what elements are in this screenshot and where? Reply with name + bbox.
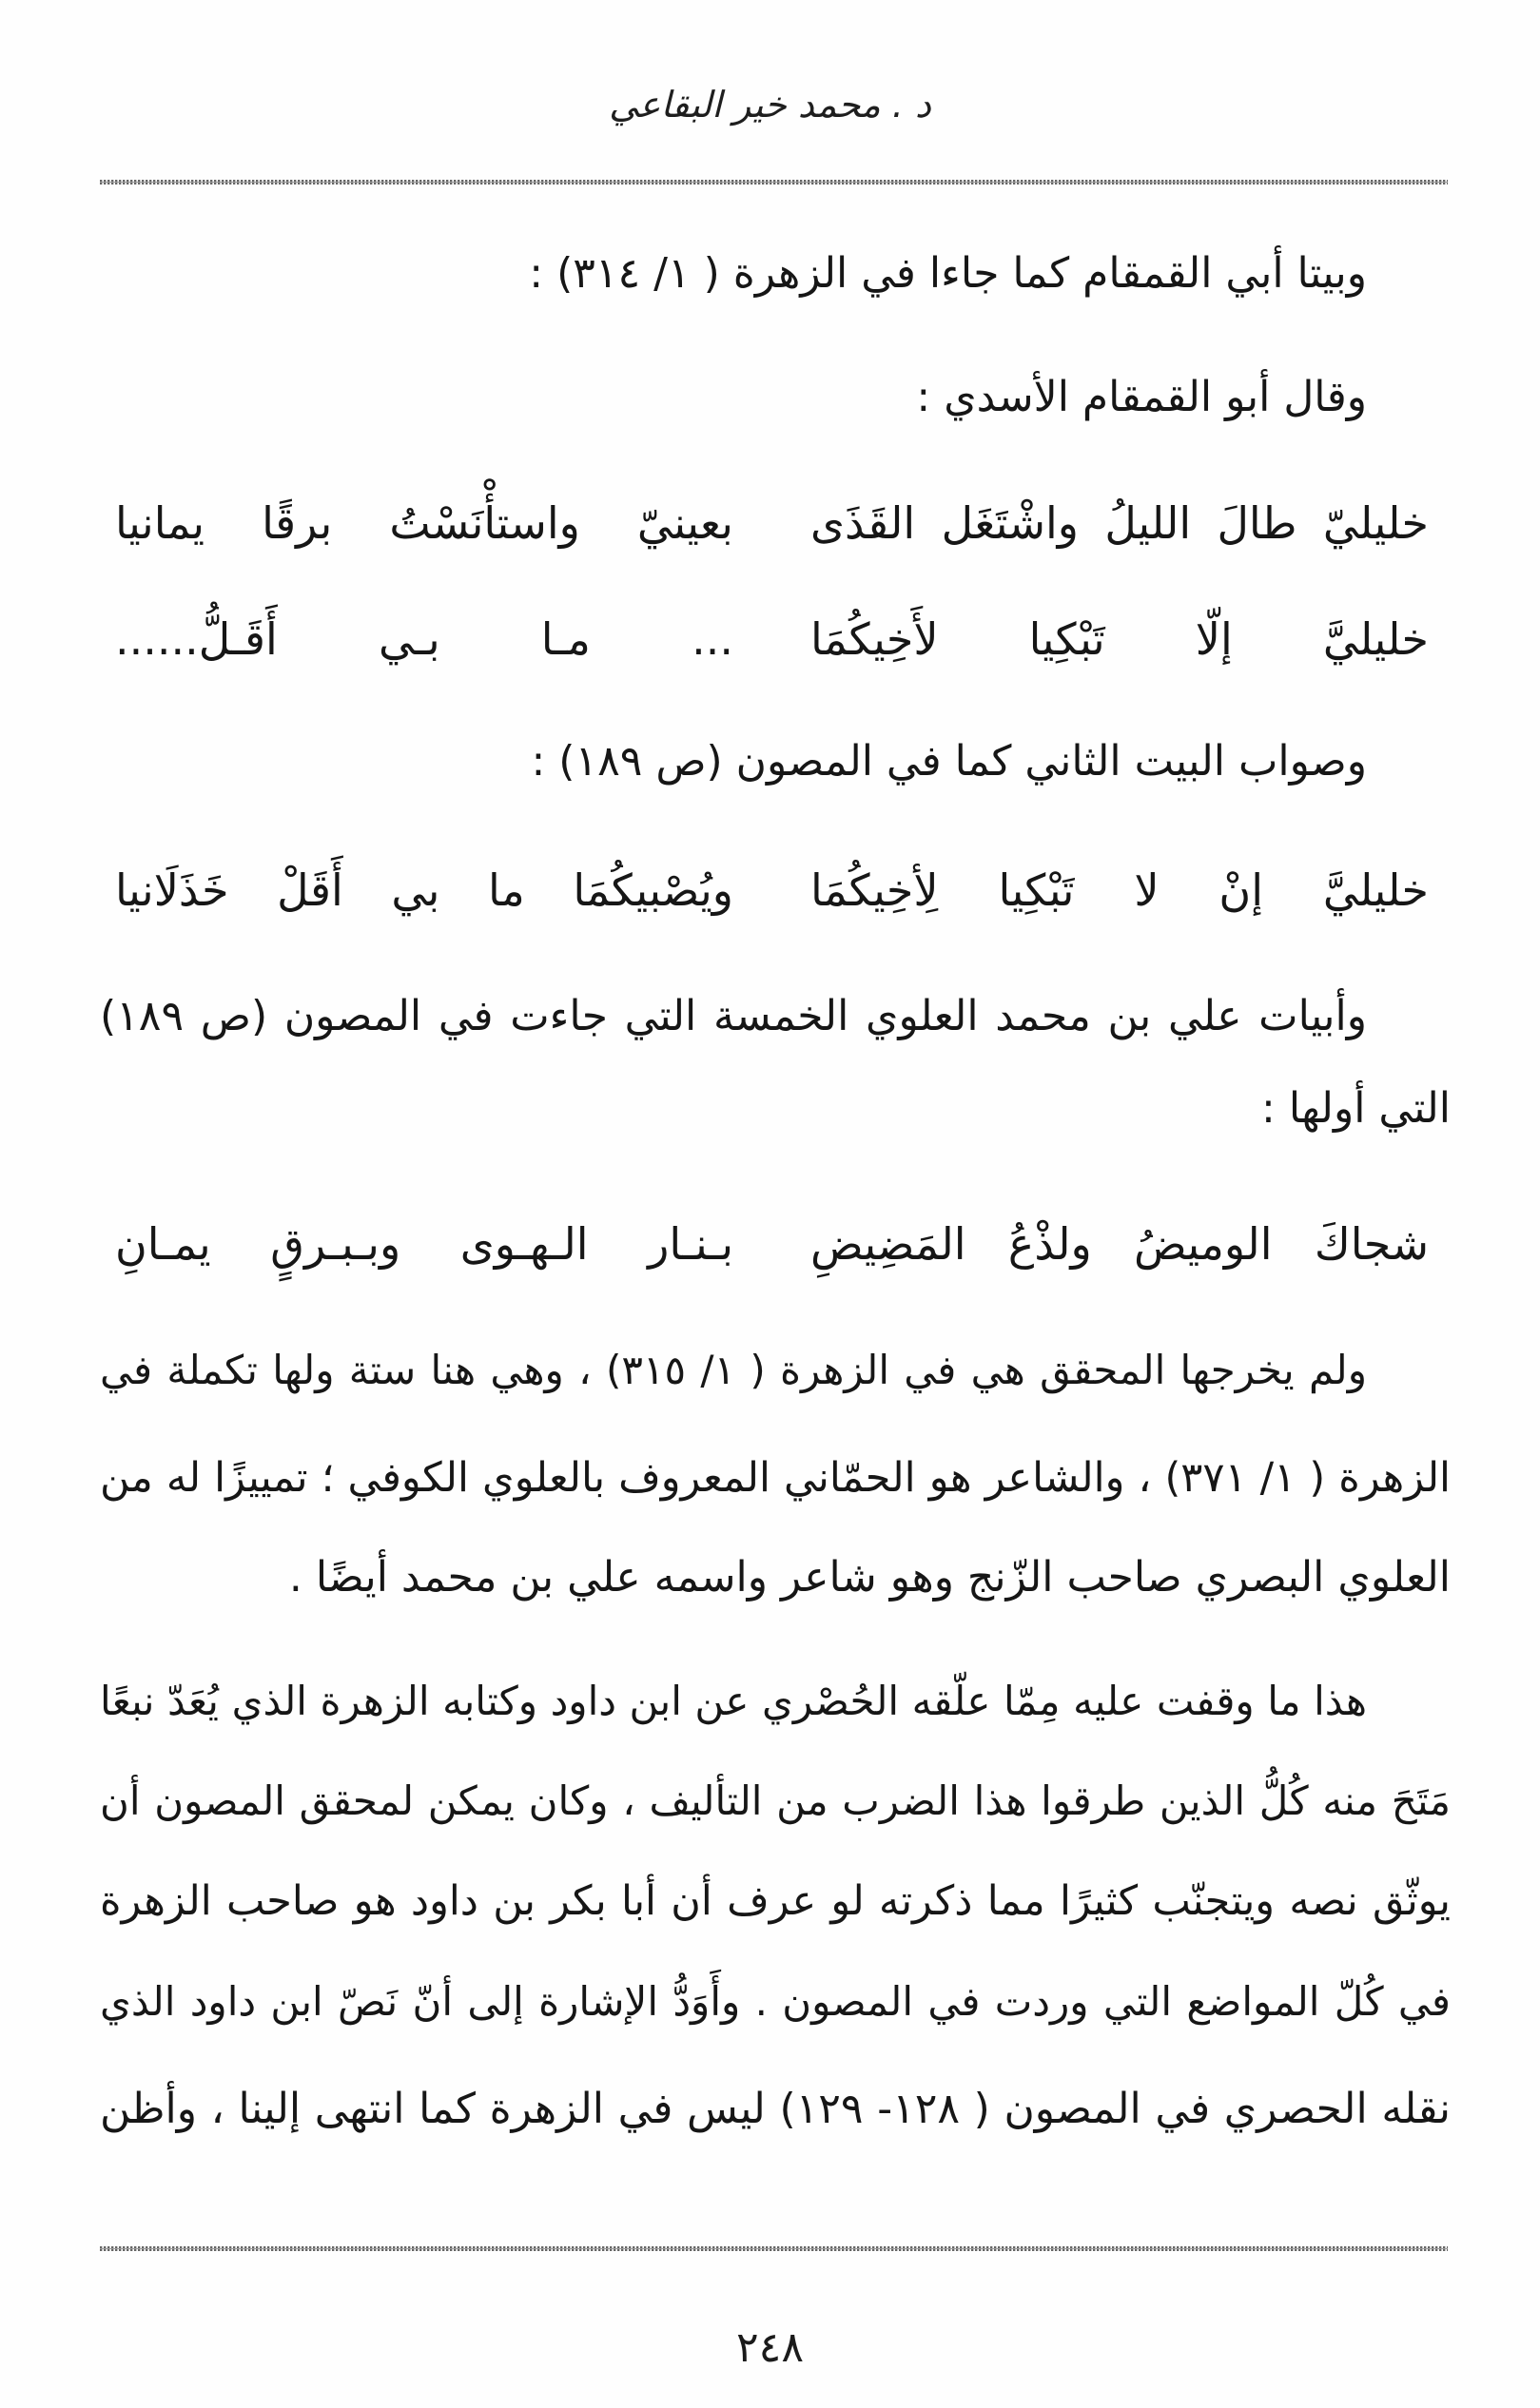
paragraph-line: في كُلّ المواضع التي وردت في المصون . وأَوَدُّ الإشارة إلى أنّ نَصّ ابن داود الذي — [100, 1978, 1451, 2025]
verse — [115, 843, 1429, 938]
verse-first-hemistich: شجاكَ الوميضُ ولذْعُ المَضِيضِ — [810, 1218, 1429, 1270]
footer-rule — [100, 2246, 1448, 2251]
paragraph-line: العلوي البصري صاحب الزّنج وهو شاعر واسمه علي بن محمد أيضًا . — [288, 1553, 1451, 1602]
verse-second-hemistich: ويُصْبيكُمَا ما بي أَقَلْ خَذَلَانيا — [115, 864, 733, 916]
paragraph-line: الزهرة ( ١/ ٣٧١) ، والشاعر هو الحمّاني المعروف بالعلوي الكوفي ؛ تمييزًا له من — [100, 1454, 1451, 1502]
text-line: وقال أبو القمقام الأسدي : — [916, 373, 1367, 421]
text-line: وأبيات علي بن محمد العلوي الخمسة التي جاءت في المصون (ص ١٨٩) — [100, 992, 1367, 1040]
verse — [115, 476, 1429, 571]
text-line: وصواب البيت الثاني كما في المصون (ص ١٨٩) : — [531, 737, 1367, 786]
paragraph-line: هذا ما وقفت عليه مِمّا علّقه الحُصْري عن ابن داود وكتابه الزهرة الذي يُعَدّ نبعًا — [100, 1678, 1367, 1724]
verse-second-hemistich: ... مـا بـي أَقَـلُّ...... — [115, 613, 733, 665]
verse-first-hemistich: خليليَّ إلّا تَبْكِيا لأَخِيكُمَا — [810, 613, 1429, 665]
paragraph-line: يوثّق نصه ويتجنّب كثيرًا مما ذكرته لو عرف أن أبا بكر بن داود هو صاحب الزهرة — [100, 1877, 1451, 1925]
text-line: التي أولها : — [1261, 1084, 1451, 1133]
paragraph-line: مَتَحَ منه كُلُّ الذين طرقوا هذا الضرب من التأليف ، وكان يمكن لمحقق المصون أن — [100, 1777, 1451, 1824]
verse — [115, 1196, 1429, 1291]
header-rule — [100, 180, 1448, 184]
verse — [115, 592, 1429, 687]
verse-first-hemistich: خليليّ طالَ الليلُ واشْتَغَل القَذَى — [810, 497, 1429, 549]
paragraph-line: ولم يخرجها المحقق هي في الزهرة ( ١/ ٣١٥) ، وهي هنا ستة ولها تكملة في — [100, 1347, 1367, 1393]
verse-second-hemistich: بـنـار الـهـوى وبـبـرقٍ يمـانِ — [115, 1218, 733, 1270]
text-line: وبيتا أبي القمقام كما جاءا في الزهرة ( ١/ ٣١٤) : — [529, 249, 1367, 298]
paragraph-line: نقله الحصري في المصون ( ١٢٨- ١٢٩) ليس في الزهرة كما انتهى إلينا ، وأظن — [100, 2085, 1451, 2133]
verse-second-hemistich: بعينيّ واستأْنَسْتُ برقًا يمانيا — [115, 497, 733, 549]
page-number: ٢٤٨ — [736, 2323, 804, 2372]
verse-first-hemistich: خليليَّ إنْ لا تَبْكِيا لِأخِيكُمَا — [810, 864, 1429, 916]
running-head-author: د . محمد خير البقاعي — [609, 84, 931, 126]
